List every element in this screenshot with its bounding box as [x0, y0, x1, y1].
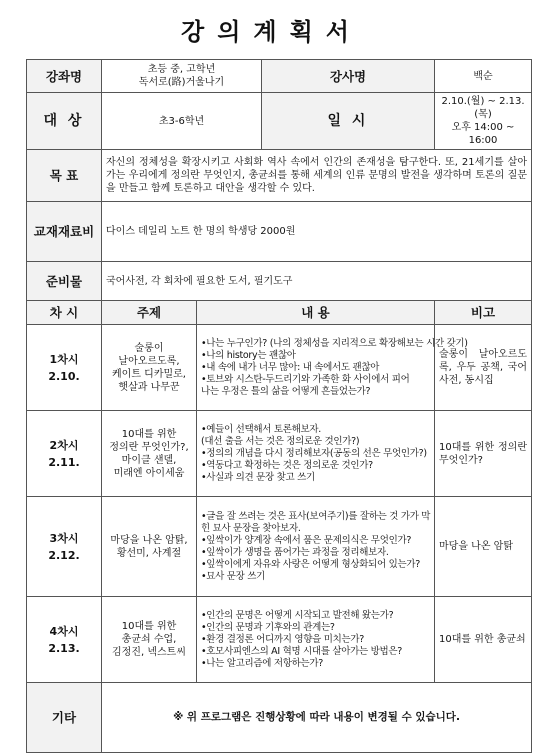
content-line: •인간의 문명과 기후와의 관계는?	[201, 621, 335, 633]
session-topic	[102, 325, 197, 411]
content-line: •나의 history는 괜찮아	[201, 349, 296, 361]
page-title: 강의계획서	[181, 18, 362, 46]
material-label: 교재재료비	[27, 202, 102, 262]
topic-line: 케이트 디카밀로,	[112, 368, 186, 380]
content-line: •나는 누구인가? (나의 정체성을 지리적으로 확장해보는 시간 갖기)	[201, 337, 468, 349]
session-row	[27, 597, 532, 683]
content-line: •인간의 문명은 어떻게 시작되고 발전해 왔는가?	[201, 609, 394, 621]
instructor-value: 백순	[435, 60, 532, 93]
etc-row	[27, 683, 532, 753]
target-label: 대 상	[27, 93, 102, 150]
material-value: 다이스 데일리 노트 한 명의 학생당 2000원	[102, 202, 532, 262]
content-line: •역동다고 확정하는 것은 정의로운 것인가?	[201, 459, 373, 471]
course-row	[27, 60, 532, 93]
header-remark: 비고	[435, 301, 532, 325]
content-line: •내 속에 내가 너무 많아: 내 속에서도 괜찮아	[201, 361, 380, 373]
content-line: •글을 잘 쓰려는 것은 표사(보여주기)를 잘하는 것 가가 막	[201, 510, 431, 522]
topic-line: 햇살과 나무꾼	[118, 381, 180, 393]
session-date: 2.12.	[48, 548, 80, 562]
session-date: 2.13.	[48, 641, 80, 655]
topic-line: 김정진, 넥스트씨	[112, 647, 186, 658]
content-line: •잎싹이가 생명을 품어가는 과정을 정리해보자.	[201, 546, 389, 558]
header-topic: 주제	[102, 301, 197, 325]
course-value	[102, 60, 262, 93]
session-number	[27, 411, 102, 497]
session-row	[27, 325, 532, 411]
header-content: 내 용	[197, 301, 435, 325]
content-line: •예들이 선택해서 토론해보자.	[201, 423, 321, 435]
content-line: •잎싹이가 양계장 속에서 품은 문제의식은 무엇인가?	[201, 534, 412, 546]
topic-line: 정의란 무엇인가?,	[109, 441, 189, 453]
prep-row	[27, 262, 532, 301]
session-number	[27, 325, 102, 411]
goal-row	[27, 150, 532, 202]
content-line: •묘사 문장 쓰기	[201, 570, 266, 582]
session-content	[197, 597, 435, 683]
session-remark: 마당을 나온 암탉	[435, 497, 532, 597]
topic-line: 날아오르도록,	[118, 355, 180, 367]
content-line: •사실과 의견 문장 찾고 쓰기	[201, 471, 315, 483]
schedule-line: 오후 14:00 ~ 16:00	[451, 122, 515, 146]
session-label: 2차시	[49, 438, 79, 452]
content-line: 힌 묘사 문장을 찾아보자.	[201, 522, 301, 534]
session-remark: 10대를 위한 정의란 무엇인가?	[435, 411, 532, 497]
target-row	[27, 93, 532, 150]
session-topic	[102, 411, 197, 497]
prep-label: 준비물	[27, 262, 102, 301]
topic-line: 10대를 위한	[121, 428, 177, 440]
course-line: 초등 중, 고학년	[147, 64, 216, 75]
topic-line: 총균쇠 수업,	[121, 634, 177, 645]
session-content	[197, 411, 435, 497]
header-session: 차 시	[27, 301, 102, 325]
content-line: •나는 알고리즘에 저항하는가?	[201, 657, 324, 669]
topic-line: 술롱이	[134, 342, 164, 354]
content-line: •잎싹이에게 자유와 사랑은 어떻게 형상화되어 있는가?	[201, 558, 420, 570]
course-line: 독서로(路)거울나기	[138, 77, 225, 88]
etc-note: ※ 위 프로그램은 진행상황에 따라 내용이 변경될 수 있습니다.	[102, 683, 532, 753]
session-remark: 술롱이 날아오르도록, 우두 공책, 국어사전, 동시집	[435, 325, 532, 411]
material-row	[27, 202, 532, 262]
schedule-line: 2.10.(월) ~ 2.13.(목)	[441, 96, 525, 120]
schedule-label: 일 시	[262, 93, 435, 150]
goal-value: 자신의 정체성을 확장시키고 사회화 역사 속에서 인간의 존재성을 탐구한다. 또, 21세기를 살아가는 우리에게 정의란 무엇인지, 총균쇠를 통해 세계의 인류 문명의 발전을 생각하며 토론의 질문을 만들고 함께 토론하고 대안을 생각할 수 있다.	[102, 150, 532, 202]
session-topic	[102, 497, 197, 597]
session-topic	[102, 597, 197, 683]
prep-value: 국어사전, 각 회차에 필요한 도서, 필기도구	[102, 262, 532, 301]
schedule-header-row	[27, 301, 532, 325]
session-row	[27, 497, 532, 597]
session-label: 3차시	[49, 531, 79, 545]
session-remark: 10대를 위한 총균쇠	[435, 597, 532, 683]
topic-line: 미래엔 아이세움	[113, 467, 185, 479]
session-label: 1차시	[49, 352, 79, 366]
etc-label: 기타	[27, 683, 102, 753]
content-line: •호모사피엔스의 AI 혁명 시대를 살아가는 방법은?	[201, 645, 403, 657]
content-line: •환경 결정론 어디까지 영향을 미치는가?	[201, 633, 364, 645]
session-label: 4차시	[49, 624, 79, 638]
session-content	[197, 497, 435, 597]
content-line: •토브와 시스탄-두드리기와 가족한 화 사이에서 피어	[201, 373, 410, 385]
instructor-label: 강사명	[262, 60, 435, 93]
goal-label: 목 표	[27, 150, 102, 202]
target-value: 초3-6학년	[102, 93, 262, 150]
course-label: 강좌명	[27, 60, 102, 93]
topic-line: 황선미, 사계절	[116, 547, 182, 559]
session-row	[27, 411, 532, 497]
content-line: •정의의 개념을 다시 정리해보자(공동의 선은 무엇인가?)	[201, 447, 427, 459]
content-line: (대선 출을 서는 것은 정의로운 것인가?)	[201, 435, 360, 447]
session-number	[27, 497, 102, 597]
schedule-value	[435, 93, 532, 150]
topic-line: 마당을 나온 암탉,	[110, 534, 188, 546]
syllabus-table	[26, 59, 532, 753]
session-number	[27, 597, 102, 683]
session-date: 2.10.	[48, 369, 80, 383]
topic-line: 마이클 샌델,	[121, 454, 177, 466]
topic-line: 10대를 위한	[121, 621, 177, 632]
session-content	[197, 325, 468, 411]
session-date: 2.11.	[48, 455, 80, 469]
content-line: 나는 우정은 틀의 삶을 어떻게 흔들었는가?	[201, 385, 371, 397]
